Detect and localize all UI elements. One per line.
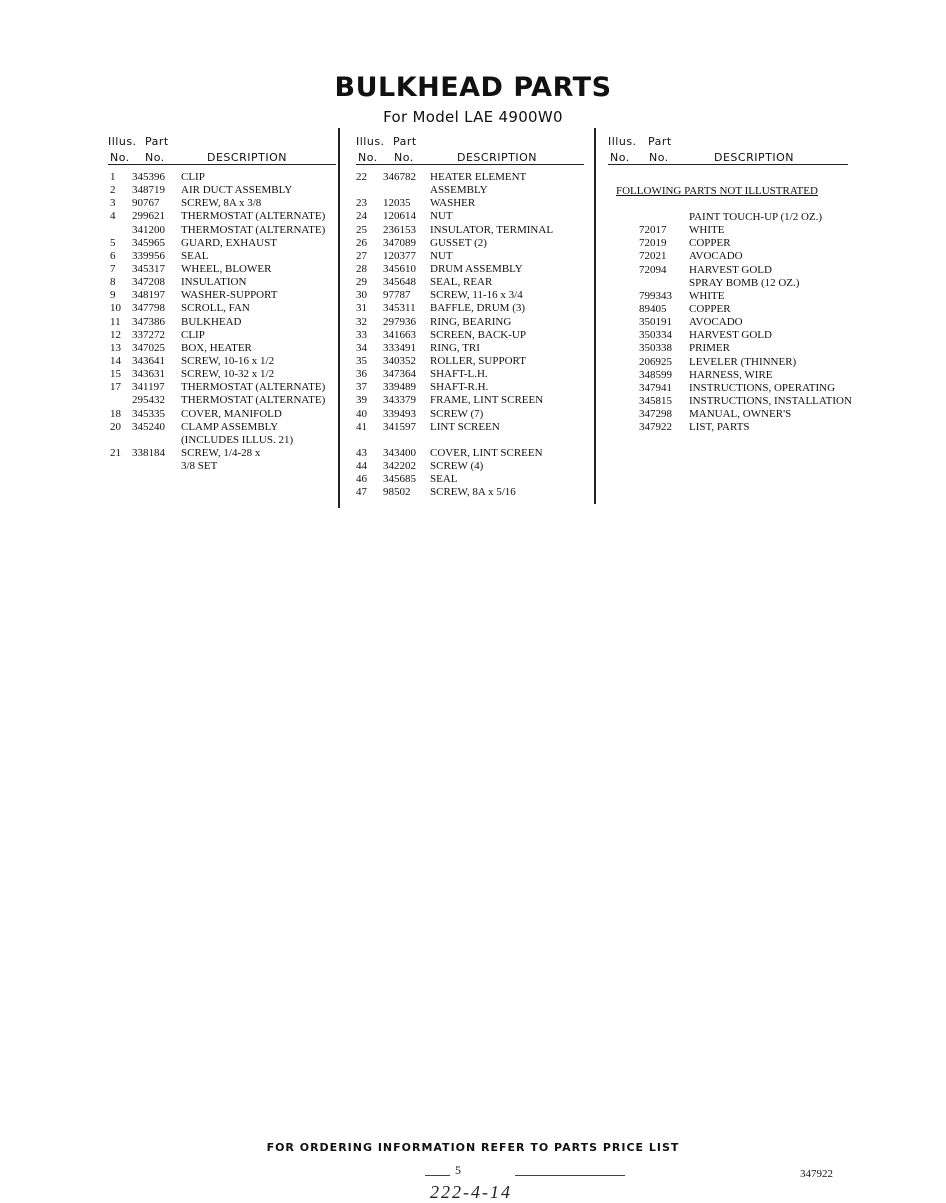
- part-description: THERMOSTAT (ALTERNATE): [181, 210, 326, 223]
- part-number: 90767: [132, 197, 160, 210]
- part-number: 345610: [383, 262, 416, 275]
- column-header: [108, 133, 333, 165]
- part-number: 347208: [132, 276, 165, 289]
- illus-number: 7: [110, 262, 116, 275]
- part-description: WHEEL, BLOWER: [181, 262, 272, 275]
- illus-number: 18: [110, 407, 121, 420]
- part-number: 295432: [132, 394, 165, 407]
- part-description: HEATER ELEMENT: [430, 171, 527, 183]
- part-description: LINT SCREEN: [430, 420, 500, 433]
- part-number: 72017: [639, 224, 667, 237]
- header-part: Part: [648, 135, 672, 148]
- part-description: INSTRUCTIONS, INSTALLATION: [689, 394, 852, 407]
- illus-number: 10: [110, 302, 121, 315]
- part-description: SEAL: [430, 473, 458, 486]
- handwritten-note: 222-4-14: [430, 1182, 512, 1202]
- illus-number: 29: [356, 276, 367, 289]
- part-description: PAINT TOUCH-UP (1/2 OZ.): [689, 211, 823, 223]
- part-description: ASSEMBLY: [430, 184, 488, 197]
- part-description: WASHER: [430, 197, 476, 210]
- part-number: 345965: [132, 236, 165, 249]
- part-description: THERMOSTAT (ALTERNATE): [181, 381, 326, 394]
- part-description: GUARD, EXHAUST: [181, 236, 277, 249]
- illus-number: 32: [356, 315, 367, 328]
- part-description: NUT: [430, 249, 453, 262]
- footer-dash: [515, 1175, 625, 1176]
- illus-number: 25: [356, 223, 367, 236]
- part-number: 345240: [132, 420, 165, 433]
- part-number: 120614: [383, 210, 416, 223]
- part-description: BAFFLE, DRUM (3): [430, 302, 526, 315]
- part-description: SCROLL, FAN: [181, 302, 250, 315]
- column-header: [608, 133, 868, 165]
- part-number: 339489: [383, 381, 416, 394]
- part-number: 343631: [132, 368, 165, 381]
- header-illus: Illus.: [608, 135, 637, 148]
- illus-number: 27: [356, 249, 367, 262]
- part-number: 347941: [639, 381, 672, 394]
- part-description: HARNESS, WIRE: [689, 368, 773, 381]
- part-description: COVER, MANIFOLD: [181, 407, 282, 420]
- illus-number: 22: [356, 171, 367, 183]
- part-description: SHAFT-L.H.: [430, 368, 488, 381]
- illus-number: 23: [356, 197, 367, 210]
- header-part-no: No.: [649, 151, 669, 164]
- parts-column-1: [108, 133, 333, 473]
- part-number: 120377: [383, 249, 416, 262]
- part-description: AIR DUCT ASSEMBLY: [181, 184, 293, 197]
- illus-number: 17: [110, 381, 121, 394]
- illus-number: 21: [110, 446, 121, 459]
- part-number: 236153: [383, 223, 416, 236]
- illus-number: 24: [356, 210, 367, 223]
- part-description: AVOCADO: [689, 250, 743, 263]
- part-number: 350191: [639, 316, 672, 329]
- header-illus: Illus.: [108, 135, 137, 148]
- part-number: 348719: [132, 184, 165, 197]
- part-number: 98502: [383, 486, 411, 499]
- part-number: 341597: [383, 420, 416, 433]
- part-description: (INCLUDES ILLUS. 21): [181, 433, 294, 446]
- part-number: 97787: [383, 289, 411, 302]
- part-description: WASHER-SUPPORT: [181, 289, 278, 302]
- part-description: SCREW, 11-16 x 3/4: [430, 289, 523, 302]
- document-number: 347922: [800, 1168, 833, 1180]
- part-description: PRIMER: [689, 342, 730, 355]
- part-description: COPPER: [689, 302, 731, 315]
- illus-number: 33: [356, 328, 367, 341]
- part-number: 339956: [132, 249, 165, 262]
- part-description: COPPER: [689, 237, 731, 250]
- part-description: SEAL: [181, 249, 209, 262]
- illus-number: 36: [356, 368, 367, 381]
- illus-number: 39: [356, 394, 367, 407]
- illus-number: 35: [356, 354, 367, 367]
- part-description: 3/8 SET: [181, 460, 218, 473]
- part-description: LIST, PARTS: [689, 421, 750, 434]
- illus-number: 5: [110, 236, 116, 249]
- column-header: [356, 133, 586, 165]
- part-number: 343641: [132, 354, 165, 367]
- illus-number: 1: [110, 171, 116, 183]
- part-description: CLIP: [181, 328, 205, 341]
- header-rule: [608, 164, 848, 165]
- part-description: SPRAY BOMB (12 OZ.): [689, 276, 800, 289]
- part-number: 89405: [639, 302, 667, 315]
- part-description: SCREW, 10-32 x 1/2: [181, 368, 275, 381]
- part-number: 299621: [132, 210, 165, 223]
- part-number: 72021: [639, 250, 667, 263]
- part-number: 341200: [132, 223, 165, 236]
- part-description: RING, TRI: [430, 341, 480, 354]
- part-description: THERMOSTAT (ALTERNATE): [181, 223, 326, 236]
- part-description: SCREW (7): [430, 407, 484, 420]
- illus-number: 12: [110, 328, 121, 341]
- illus-number: 14: [110, 354, 121, 367]
- part-number: 339493: [383, 407, 416, 420]
- illus-number: 4: [110, 210, 116, 223]
- parts-column-3: [608, 133, 868, 434]
- part-number: 347089: [383, 236, 416, 249]
- part-description: THERMOSTAT (ALTERNATE): [181, 394, 326, 407]
- part-description: CLIP: [181, 171, 205, 183]
- footer-dash: [425, 1175, 450, 1176]
- part-number: 72019: [639, 237, 667, 250]
- part-number: 348599: [639, 368, 672, 381]
- illus-number: 15: [110, 368, 121, 381]
- part-number: 206925: [639, 355, 672, 368]
- model-subtitle: For Model LAE 4900W0: [383, 108, 563, 126]
- header-description: DESCRIPTION: [457, 151, 537, 164]
- part-description: INSTRUCTIONS, OPERATING: [689, 381, 836, 394]
- part-number: 12035: [383, 197, 411, 210]
- header-description: DESCRIPTION: [714, 151, 794, 164]
- part-description: WHITE: [689, 289, 725, 302]
- part-description: SCREW, 1/4-28 x: [181, 446, 261, 459]
- part-description: ROLLER, SUPPORT: [430, 354, 526, 367]
- illus-number: 46: [356, 473, 367, 486]
- part-description: SCREEN, BACK-UP: [430, 328, 526, 341]
- part-number: 341197: [132, 381, 165, 394]
- part-description: BOX, HEATER: [181, 341, 252, 354]
- ordering-footer: FOR ORDERING INFORMATION REFER TO PARTS PRICE LIST: [266, 1141, 680, 1154]
- header-illus-no: No.: [110, 151, 130, 164]
- part-number: 345396: [132, 171, 165, 183]
- part-number: 799343: [639, 289, 672, 302]
- header-rule: [108, 164, 336, 165]
- part-number: 343379: [383, 394, 416, 407]
- part-number: 338184: [132, 446, 165, 459]
- part-description: HARVEST GOLD: [689, 329, 772, 342]
- illus-number: 37: [356, 381, 367, 394]
- part-number: 347798: [132, 302, 165, 315]
- part-description: CLAMP ASSEMBLY: [181, 420, 279, 433]
- not-illustrated-note: FOLLOWING PARTS NOT ILLUSTRATED: [616, 185, 818, 197]
- illus-number: 26: [356, 236, 367, 249]
- header-illus: Illus.: [356, 135, 385, 148]
- illus-number: 43: [356, 446, 367, 459]
- page-title: BULKHEAD PARTS: [334, 72, 612, 103]
- illus-number: 9: [110, 289, 116, 302]
- header-illus-no: No.: [358, 151, 378, 164]
- parts-column-2: [356, 133, 586, 499]
- part-description: COVER, LINT SCREEN: [430, 446, 543, 459]
- part-number: 350334: [639, 329, 672, 342]
- illus-number: 28: [356, 262, 367, 275]
- illus-number: 3: [110, 197, 116, 210]
- column-divider-1: [338, 128, 340, 508]
- illus-number: 20: [110, 420, 121, 433]
- illus-number: 2: [110, 184, 116, 197]
- header-illus-no: No.: [610, 151, 630, 164]
- part-description: HARVEST GOLD: [689, 263, 772, 276]
- column-divider-2: [594, 128, 596, 504]
- part-description: WHITE: [689, 224, 725, 237]
- illus-number: 13: [110, 341, 121, 354]
- part-number: 345317: [132, 262, 165, 275]
- part-number: 347025: [132, 341, 165, 354]
- illus-number: 47: [356, 486, 367, 499]
- part-description: SCREW, 8A x 5/16: [430, 486, 516, 499]
- page-number: 5: [455, 1163, 461, 1177]
- illus-number: 34: [356, 341, 367, 354]
- part-number: 341663: [383, 328, 416, 341]
- part-description: MANUAL, OWNER'S: [689, 408, 792, 421]
- part-number: 346782: [383, 171, 416, 183]
- header-description: DESCRIPTION: [207, 151, 287, 164]
- illus-number: 41: [356, 420, 367, 433]
- illus-number: 30: [356, 289, 367, 302]
- part-description: GUSSET (2): [430, 236, 487, 249]
- part-description: SCREW, 8A x 3/8: [181, 197, 262, 210]
- part-description: SCREW, 10-16 x 1/2: [181, 354, 275, 367]
- illus-number: 40: [356, 407, 367, 420]
- part-description: AVOCADO: [689, 316, 743, 329]
- part-number: 345685: [383, 473, 416, 486]
- part-description: LEVELER (THINNER): [689, 355, 797, 368]
- part-number: 345311: [383, 302, 416, 315]
- part-number: 347922: [639, 421, 672, 434]
- part-description: DRUM ASSEMBLY: [430, 262, 523, 275]
- illus-number: 6: [110, 249, 116, 262]
- header-part-no: No.: [394, 151, 414, 164]
- part-number: 340352: [383, 354, 416, 367]
- part-number: 345815: [639, 394, 672, 407]
- part-number: 348197: [132, 289, 165, 302]
- part-description: NUT: [430, 210, 453, 223]
- illus-number: 44: [356, 460, 367, 473]
- part-number: 350338: [639, 342, 672, 355]
- part-number: 347298: [639, 408, 672, 421]
- part-number: 297936: [383, 315, 416, 328]
- part-description: FRAME, LINT SCREEN: [430, 394, 544, 407]
- part-description: BULKHEAD: [181, 315, 242, 328]
- part-number: 345335: [132, 407, 165, 420]
- part-number: 342202: [383, 460, 416, 473]
- illus-number: 8: [110, 276, 116, 289]
- part-number: 333491: [383, 341, 416, 354]
- part-number: 347364: [383, 368, 416, 381]
- part-description: SHAFT-R.H.: [430, 381, 489, 394]
- header-part: Part: [145, 135, 169, 148]
- part-description: INSULATION: [181, 276, 247, 289]
- part-description: SEAL, REAR: [430, 276, 493, 289]
- part-number: 72094: [639, 263, 667, 276]
- part-number: 347386: [132, 315, 165, 328]
- illus-number: 11: [110, 315, 121, 328]
- part-description: SCREW (4): [430, 460, 484, 473]
- part-number: 343400: [383, 446, 416, 459]
- header-part-no: No.: [145, 151, 165, 164]
- part-description: RING, BEARING: [430, 315, 512, 328]
- part-number: 337272: [132, 328, 165, 341]
- header-rule: [356, 164, 584, 165]
- illus-number: 31: [356, 302, 367, 315]
- part-number: 345648: [383, 276, 416, 289]
- part-description: INSULATOR, TERMINAL: [430, 223, 554, 236]
- header-part: Part: [393, 135, 417, 148]
